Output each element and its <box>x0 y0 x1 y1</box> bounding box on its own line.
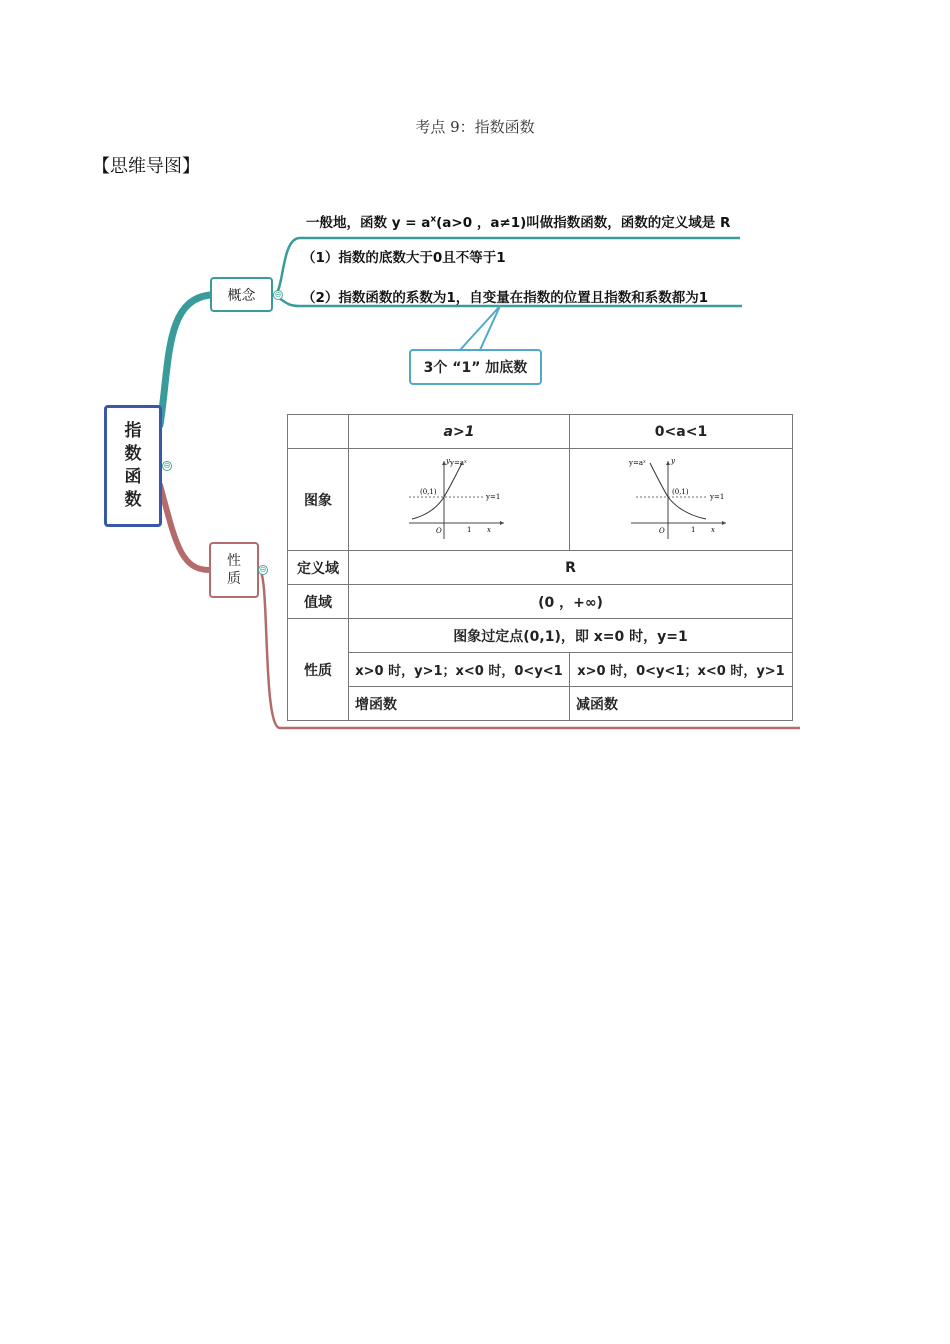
range-value: (0 ，+∞) <box>349 585 793 619</box>
table-corner <box>288 415 349 449</box>
y-axis-label: y <box>671 456 675 465</box>
property-char: 性 <box>227 553 241 569</box>
origin-label: O <box>436 526 442 535</box>
property-char: 质 <box>227 571 241 587</box>
property-node[interactable] <box>209 542 259 598</box>
header-a-gt-1: a>1 <box>349 415 570 449</box>
mono-a-gt-1: 增函数 <box>349 687 570 721</box>
root-char: 函 <box>124 467 142 487</box>
curve-label: y=aˣ <box>629 458 646 467</box>
root-char: 数 <box>124 490 142 510</box>
row-graph-label: 图象 <box>288 449 349 551</box>
graph-increasing-cell <box>349 449 570 551</box>
row-property-label: 性质 <box>288 619 349 721</box>
line-label: y=1 <box>710 492 725 501</box>
tick-label: 1 <box>691 525 696 534</box>
y-axis-label: y <box>446 456 450 465</box>
page-title: 考点 9：指数函数 <box>415 118 535 136</box>
prop-a-gt-1: x>0 时，y>1；x<0 时，0<y<1 <box>349 653 570 687</box>
row-range-label: 值域 <box>288 585 349 619</box>
tick-label: 1 <box>467 525 472 534</box>
domain-value: R <box>349 551 793 585</box>
point-label: (0,1) <box>672 487 689 496</box>
section-heading: 【思维导图】 <box>92 156 200 177</box>
concept-point-2: （2）指数函数的系数为1，自变量在指数的位置且指数和系数都为1 <box>302 290 709 306</box>
mono-a-between: 减函数 <box>570 687 793 721</box>
definition-prefix: 一般地，函数 y = a <box>306 215 431 231</box>
row-domain-label: 定义域 <box>288 551 349 585</box>
origin-label: O <box>659 526 665 535</box>
definition-suffix: (a>0 ，a≠1)叫做指数函数，函数的定义域是 R <box>436 215 731 231</box>
point-label: (0,1) <box>420 487 437 496</box>
line-label: y=1 <box>486 492 501 501</box>
root-char: 指 <box>124 421 142 441</box>
callout-pointer <box>460 306 500 350</box>
definition-line <box>306 211 730 231</box>
property-table <box>287 414 793 721</box>
fixed-point: 图象过定点(0,1)，即 x=0 时，y=1 <box>349 619 793 653</box>
callout-node[interactable]: 3个 “1” 加底数 <box>409 349 542 385</box>
graph-decreasing-cell <box>570 449 793 551</box>
definition-sup: x <box>430 214 437 225</box>
concept-node[interactable]: 概念 <box>210 277 273 312</box>
header-a-between: 0<a<1 <box>570 415 793 449</box>
curve-label: y=aˣ <box>450 458 467 467</box>
prop-a-between: x>0 时，0<y<1；x<0 时，y>1 <box>570 653 793 687</box>
x-axis-label: x <box>487 525 491 534</box>
x-axis-label: x <box>711 525 715 534</box>
concept-branch <box>160 295 210 425</box>
collapse-toggle-property[interactable]: ⊖ <box>259 565 267 574</box>
root-char: 数 <box>124 444 142 464</box>
concept-point-1: （1）指数的底数大于0且不等于1 <box>302 250 506 266</box>
collapse-toggle-concept[interactable]: ⊖ <box>274 290 282 299</box>
root-node[interactable] <box>104 405 162 527</box>
property-branch <box>160 485 209 570</box>
graph-increasing <box>404 455 514 541</box>
collapse-toggle-root[interactable]: ⊖ <box>163 461 171 470</box>
graph-decreasing <box>626 455 736 541</box>
